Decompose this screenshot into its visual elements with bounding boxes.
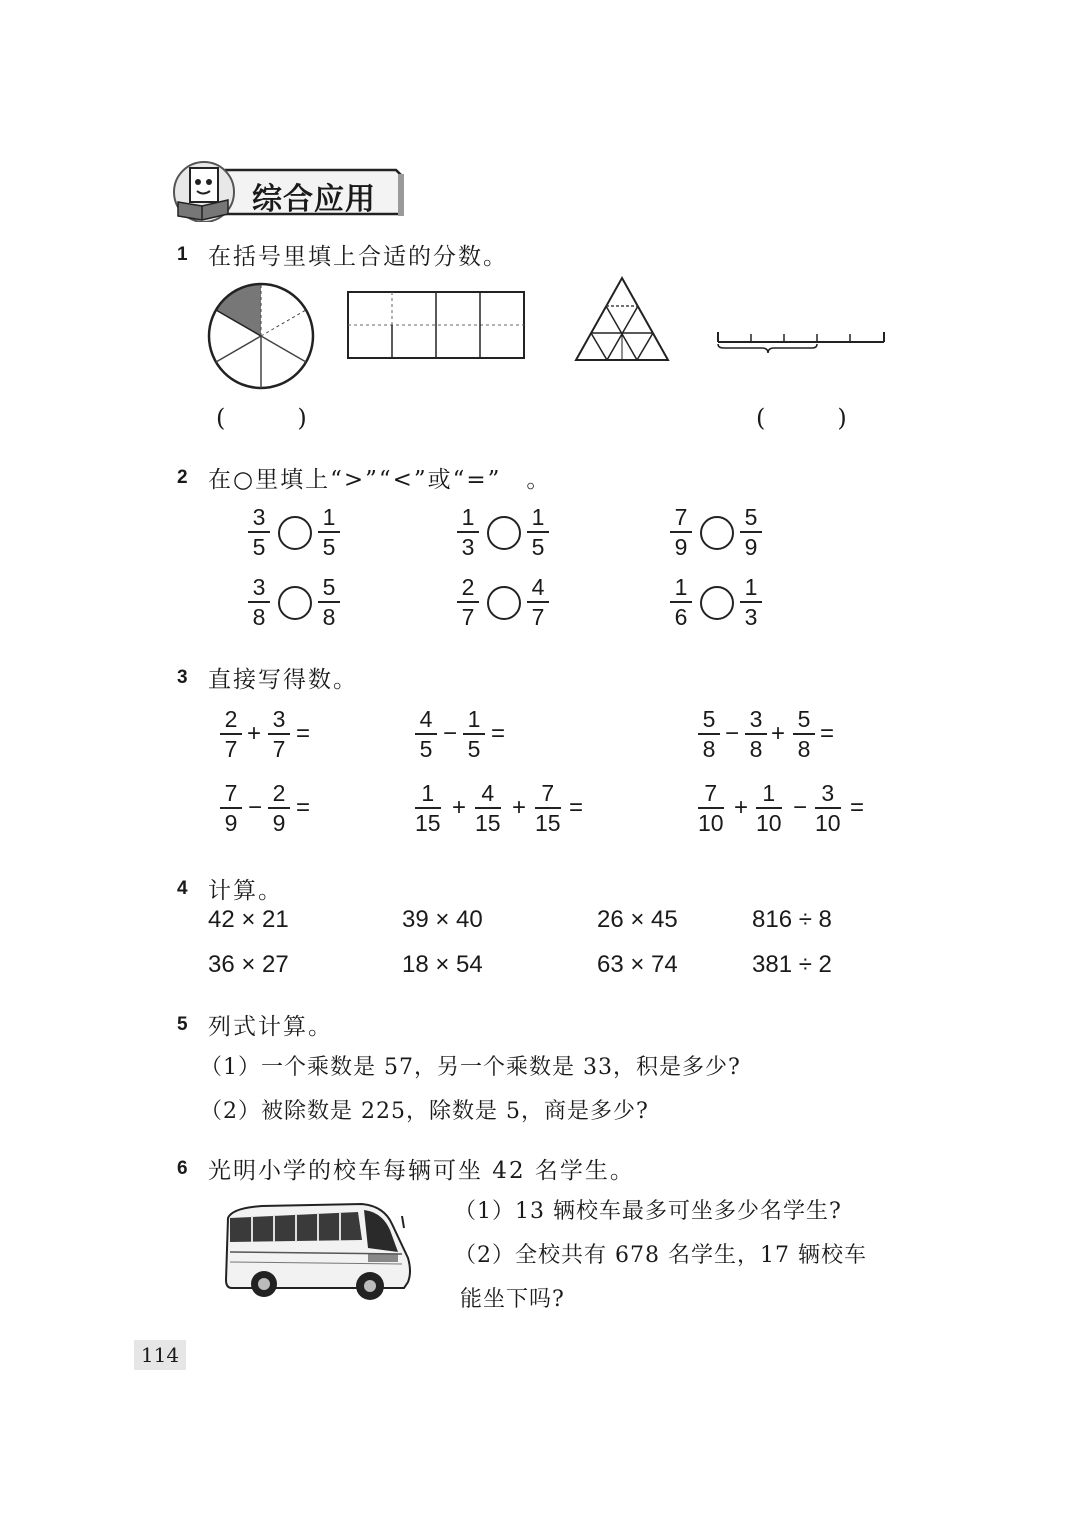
operator: + xyxy=(734,794,749,821)
operator: + xyxy=(771,720,786,747)
operator: + xyxy=(247,720,262,747)
q5-number: 5 xyxy=(177,1014,188,1035)
q1-prompt: 在括号里填上合适的分数。 xyxy=(208,244,508,270)
q1-circle-figure xyxy=(205,280,317,392)
fraction: 3 7 xyxy=(268,706,290,762)
fraction: 5 9 xyxy=(740,504,762,560)
q6-sub-2-line1: （2）全校共有 678 名学生，17 辆校车 xyxy=(454,1243,867,1268)
compare-circle[interactable] xyxy=(700,516,734,550)
q3-expr-3 xyxy=(698,706,858,766)
fraction: 2 9 xyxy=(268,780,290,836)
fraction: 1 5 xyxy=(463,706,485,762)
reading-book-mascot-icon xyxy=(172,162,236,222)
compare-circle[interactable] xyxy=(487,586,521,620)
fraction: 3 8 xyxy=(248,574,270,630)
fraction: 4 7 xyxy=(527,574,549,630)
fraction: 4 5 xyxy=(415,706,437,762)
q1-answer-paren-segment[interactable]: ( ) xyxy=(756,404,847,432)
q3-number: 3 xyxy=(177,667,188,688)
equals-sign: = xyxy=(850,794,865,821)
q2-number: 2 xyxy=(177,467,188,488)
compare-circle[interactable] xyxy=(278,586,312,620)
fraction: 3 8 xyxy=(745,706,767,762)
q4-calc-3: 26 × 45 xyxy=(597,906,678,933)
q4-calc-4: 816 ÷ 8 xyxy=(752,906,832,933)
fraction: 1 3 xyxy=(740,574,762,630)
operator: − xyxy=(725,720,740,747)
operator: + xyxy=(512,794,527,821)
q2-item-4 xyxy=(248,574,348,634)
fraction: 2 7 xyxy=(220,706,242,762)
fraction: 7 9 xyxy=(220,780,242,836)
q2-item-2 xyxy=(457,504,557,564)
q3-expr-2 xyxy=(415,706,525,766)
q2-item-1 xyxy=(248,504,348,564)
fraction: 1 6 xyxy=(670,574,692,630)
operator: + xyxy=(452,794,467,821)
q1-rectangle-figure xyxy=(346,290,528,362)
q3-prompt: 直接写得数。 xyxy=(208,667,358,693)
q3-expr-5 xyxy=(415,780,595,840)
equals-sign: = xyxy=(569,794,584,821)
q3-expr-1 xyxy=(220,706,330,766)
q4-calc-2: 39 × 40 xyxy=(402,906,483,933)
q4-calc-6: 18 × 54 xyxy=(402,951,483,978)
q6-sub-1: （1）13 辆校车最多可坐多少名学生? xyxy=(454,1199,842,1224)
q5-sub-2: （2）被除数是 225，除数是 5，商是多少? xyxy=(200,1099,649,1124)
q1-answer-paren-circle[interactable]: ( ) xyxy=(216,404,307,432)
equals-sign: = xyxy=(296,720,311,747)
q6-number: 6 xyxy=(177,1158,188,1179)
fraction: 1 15 xyxy=(415,780,441,836)
q4-number: 4 xyxy=(177,878,188,899)
compare-circle[interactable] xyxy=(278,516,312,550)
fraction: 5 8 xyxy=(793,706,815,762)
q6-sub-2-line2: 能坐下吗? xyxy=(460,1287,565,1312)
fraction: 7 15 xyxy=(535,780,561,836)
q3-expr-6 xyxy=(698,780,878,840)
q1-triangle-figure xyxy=(572,274,672,364)
q4-calc-7: 63 × 74 xyxy=(597,951,678,978)
q1-number: 1 xyxy=(177,244,188,265)
q3-expr-4 xyxy=(220,780,330,840)
operator: − xyxy=(248,794,263,821)
school-bus-image xyxy=(222,1196,422,1304)
fraction: 1 5 xyxy=(318,504,340,560)
fraction: 5 8 xyxy=(318,574,340,630)
fraction: 4 15 xyxy=(475,780,501,836)
fraction: 5 8 xyxy=(698,706,720,762)
operator: − xyxy=(443,720,458,747)
q2-prompt: 在○里填上“>”“<”或“=” 。 xyxy=(208,467,552,493)
fraction: 7 9 xyxy=(670,504,692,560)
fraction: 1 3 xyxy=(457,504,479,560)
compare-circle[interactable] xyxy=(700,586,734,620)
operator: − xyxy=(793,794,808,821)
fraction: 3 5 xyxy=(248,504,270,560)
fraction: 7 10 xyxy=(698,780,724,836)
fraction: 1 10 xyxy=(756,780,782,836)
q5-prompt: 列式计算。 xyxy=(208,1014,333,1040)
q4-prompt: 计算。 xyxy=(208,878,283,904)
fraction: 1 5 xyxy=(527,504,549,560)
q4-calc-5: 36 × 27 xyxy=(208,951,289,978)
q1-segment-line-figure xyxy=(714,326,888,356)
section-title: 综合应用 xyxy=(252,183,376,216)
q4-calc-8: 381 ÷ 2 xyxy=(752,951,832,978)
page-number: 114 xyxy=(134,1340,186,1370)
q4-calc-1: 42 × 21 xyxy=(208,906,289,933)
q2-item-5 xyxy=(457,574,557,634)
fraction: 3 10 xyxy=(815,780,841,836)
equals-sign: = xyxy=(491,720,506,747)
fraction: 2 7 xyxy=(457,574,479,630)
section-header xyxy=(166,156,406,222)
q6-prompt: 光明小学的校车每辆可坐 42 名学生。 xyxy=(208,1158,635,1184)
q2-item-3 xyxy=(670,504,770,564)
equals-sign: = xyxy=(820,720,835,747)
q5-sub-1: （1）一个乘数是 57，另一个乘数是 33，积是多少? xyxy=(200,1055,741,1080)
q2-item-6 xyxy=(670,574,770,634)
compare-circle[interactable] xyxy=(487,516,521,550)
equals-sign: = xyxy=(296,794,311,821)
